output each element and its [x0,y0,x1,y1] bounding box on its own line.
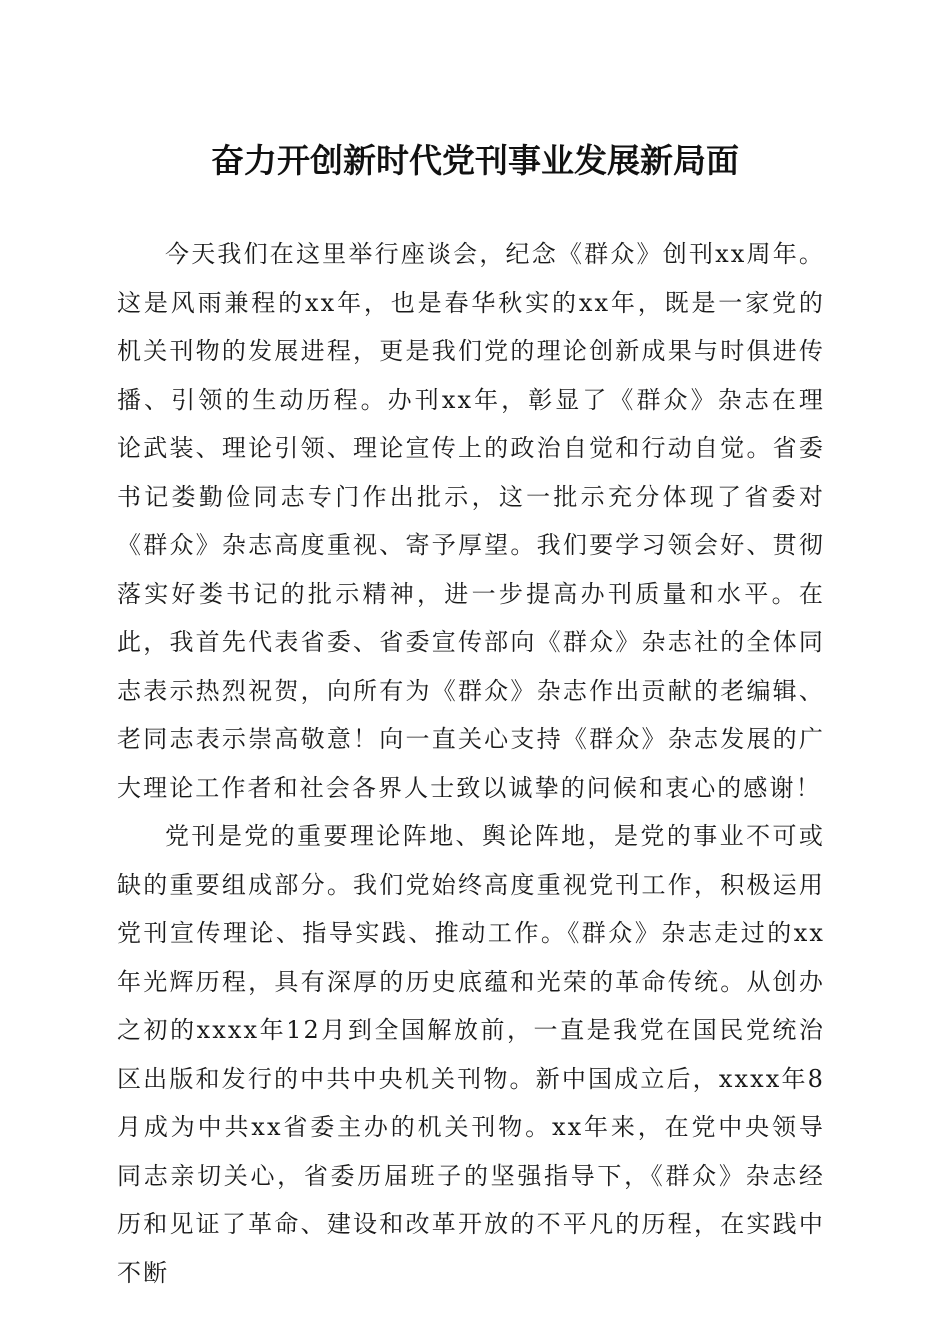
document-body [117,230,825,1297]
paragraph-2: 党刊是党的重要理论阵地、舆论阵地，是党的事业不可或缺的重要组成部分。我们党始终高度重视党刊工作，积极运用党刊宣传理论、指导实践、推动工作。《群众》杂志走过的xx年光辉历程，具有深厚的历史底蕴和光荣的革命传统。从创办之初的xxxx年12月到全国解放前，一直是我党在国民党统治区出版和发行的中共中央机关刊物。新中国成立后，xxxx年8月成为中共xx省委主办的机关刊物。xx年来，在党中央领导同志亲切关心，省委历届班子的坚强指导下，《群众》杂志经历和见证了革命、建设和改革开放的不平凡的历程，在实践中不断 [117,822,825,1287]
paragraph-1: 今天我们在这里举行座谈会，纪念《群众》创刊xx周年。这是风雨兼程的xx年，也是春华秋实的xx年，既是一家党的机关刊物的发展进程，更是我们党的理论创新成果与时俱进传播、引领的生动历程。办刊xx年，彰显了《群众》杂志在理论武装、理论引领、理论宣传上的政治自觉和行动自觉。省委书记娄勤俭同志专门作出批示，这一批示充分体现了省委对《群众》杂志高度重视、寄予厚望。我们要学习领会好、贯彻落实好娄书记的批示精神，进一步提高办刊质量和水平。在此，我首先代表省委、省委宣传部向《群众》杂志社的全体同志表示热烈祝贺，向所有为《群众》杂志作出贡献的老编辑、老同志表示崇高敬意！向一直关心支持《群众》杂志发展的广大理论工作者和社会各界人士致以诚挚的问候和衷心的感谢！ [117,240,825,802]
document-title: 奋力开创新时代党刊事业发展新局面 [211,141,739,180]
